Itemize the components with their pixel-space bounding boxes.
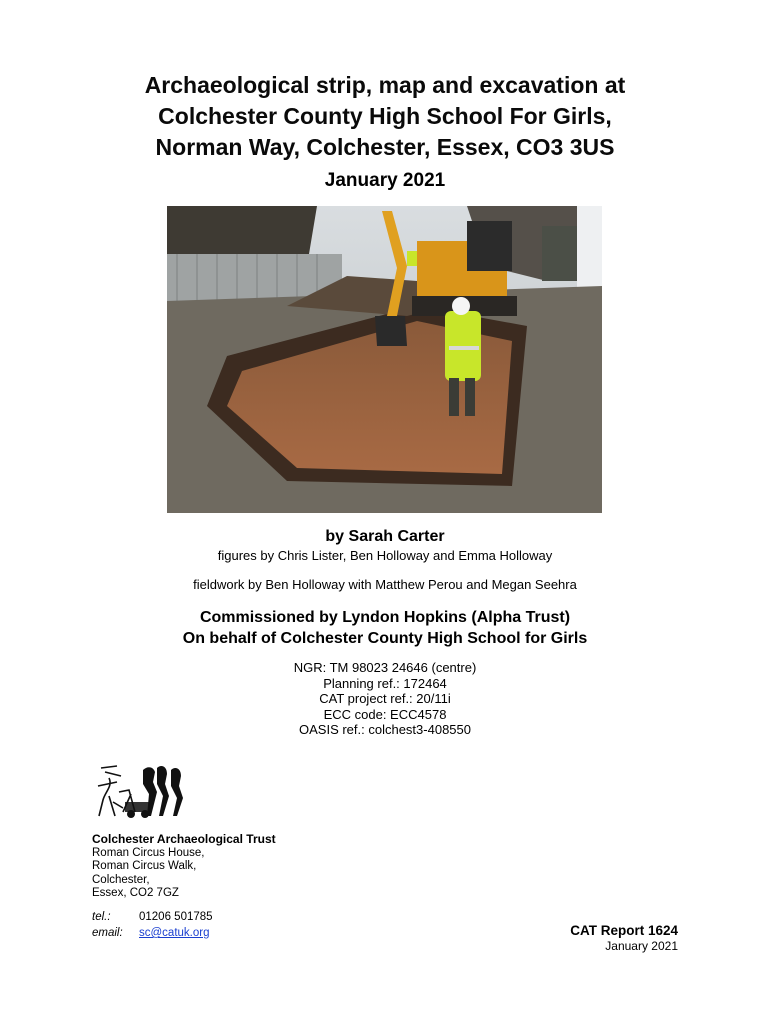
trust-address-block: [92, 833, 276, 901]
address-line-3: Colchester,: [92, 873, 150, 886]
commission-line-1: Commissioned by Lyndon Hopkins (Alpha Trust): [199, 609, 571, 626]
title-line-3: Norman Way, Colchester, Essex, CO3 3US: [155, 134, 615, 160]
address-line-2: Roman Circus Walk,: [92, 860, 197, 872]
report-title: [0, 70, 770, 163]
report-info-date: January 2021: [605, 939, 678, 953]
email-label: email:: [92, 927, 123, 939]
oasis-ref: OASIS ref.: colchest3-408550: [299, 722, 471, 737]
trust-logo: [95, 762, 190, 820]
title-line-1: Archaeological strip, map and excavation at: [144, 72, 626, 98]
reference-list: [0, 660, 770, 738]
fieldwork-credit: fieldwork by Ben Holloway with Matthew Perou and Megan Seehra: [193, 577, 577, 592]
report-date: January 2021: [324, 170, 446, 191]
address-line-1: Roman Circus House,: [92, 846, 205, 859]
contact-block: [92, 909, 213, 941]
tel-row: [92, 909, 213, 925]
author-byline: by Sarah Carter: [325, 528, 445, 545]
address-line-4: Essex, CO2 7GZ: [92, 887, 179, 899]
commission-statement: [0, 607, 770, 649]
tel-label: tel.:: [92, 911, 111, 923]
title-line-2: Colchester County High School For Girls,: [158, 103, 612, 129]
report-info: [570, 923, 678, 953]
planning-ref: Planning ref.: 172464: [323, 675, 447, 691]
tel-number: 01206 501785: [139, 911, 213, 923]
email-row: [92, 925, 213, 941]
email-link[interactable]: sc@catuk.org: [139, 927, 210, 939]
trust-name: Colchester Archaeological Trust: [92, 832, 276, 846]
commission-line-2: On behalf of Colchester County High School for Girls: [182, 630, 588, 647]
excavation-photo: [167, 206, 602, 513]
cat-project-ref: CAT project ref.: 20/11i: [319, 691, 451, 706]
ecc-code: ECC code: ECC4578: [323, 706, 447, 722]
report-number: CAT Report 1624: [570, 923, 678, 938]
ngr-ref: NGR: TM 98023 24646 (centre): [293, 660, 477, 675]
figures-credit: figures by Chris Lister, Ben Holloway and Emma Holloway: [217, 548, 553, 563]
